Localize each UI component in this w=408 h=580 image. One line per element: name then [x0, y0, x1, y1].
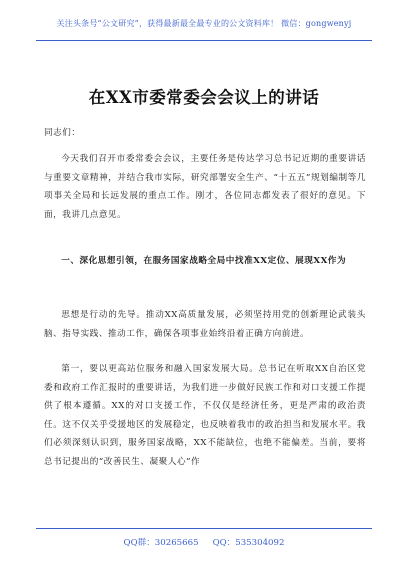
paragraph-first-point: 第一，要以更高站位服务和融入国家发展大局。总书记在听取XX自治区党委和政府工作汇报时的重要讲话，为我们进一步做好民族工作和对口支援工作提供了根本遵循。XX的对口支援工作，不仅仅是经济任务，更是严肃的政治责任。这不仅关乎受援地区的发展稳定，也反映着我市的政治担当和发展水平。我们必须深刻认识到，服务国家战略，XX不能缺位，也绝不能偏差。当前，要将总书记提出的“改善民生、凝聚人心”作: [44, 364, 366, 467]
paragraph-thought: 思想是行动的先导。推动XX高质量发展，必须坚持用党的创新理论武装头脑、指导实践、推动工作，确保各项事业始终沿着正确方向前进。: [44, 310, 366, 339]
footer-qq-group: QQ群：30265665: [123, 538, 199, 548]
header-banner: 关注头条号“公文研究”，获得最新最全最专业的公文资料库！ 微信：gongwenyj: [56, 19, 352, 28]
salutation: 同志们：: [44, 128, 81, 138]
section-heading-1: 一、深化思想引领，在服务国家战略全局中找准XX定位、展现XX作为: [61, 256, 347, 266]
footer-qq: QQ：535304092: [212, 538, 285, 548]
paragraph-opening: 今天我们召开市委常委会会议，主要任务是传达学习总书记近期的重要讲话与重要文章精神，并结合我市实际，研究部署安全生产、“十五五”规划编制等几项事关全局和长远发展的重点工作。刚才，各位同志都发表了很好的意见。下面，我讲几点意见。: [44, 154, 366, 220]
footer-divider: [36, 528, 372, 529]
document-title: 在XX市委常委会会议上的讲话: [88, 88, 320, 107]
header-divider: [36, 40, 372, 41]
footer-contact: [0, 536, 408, 548]
